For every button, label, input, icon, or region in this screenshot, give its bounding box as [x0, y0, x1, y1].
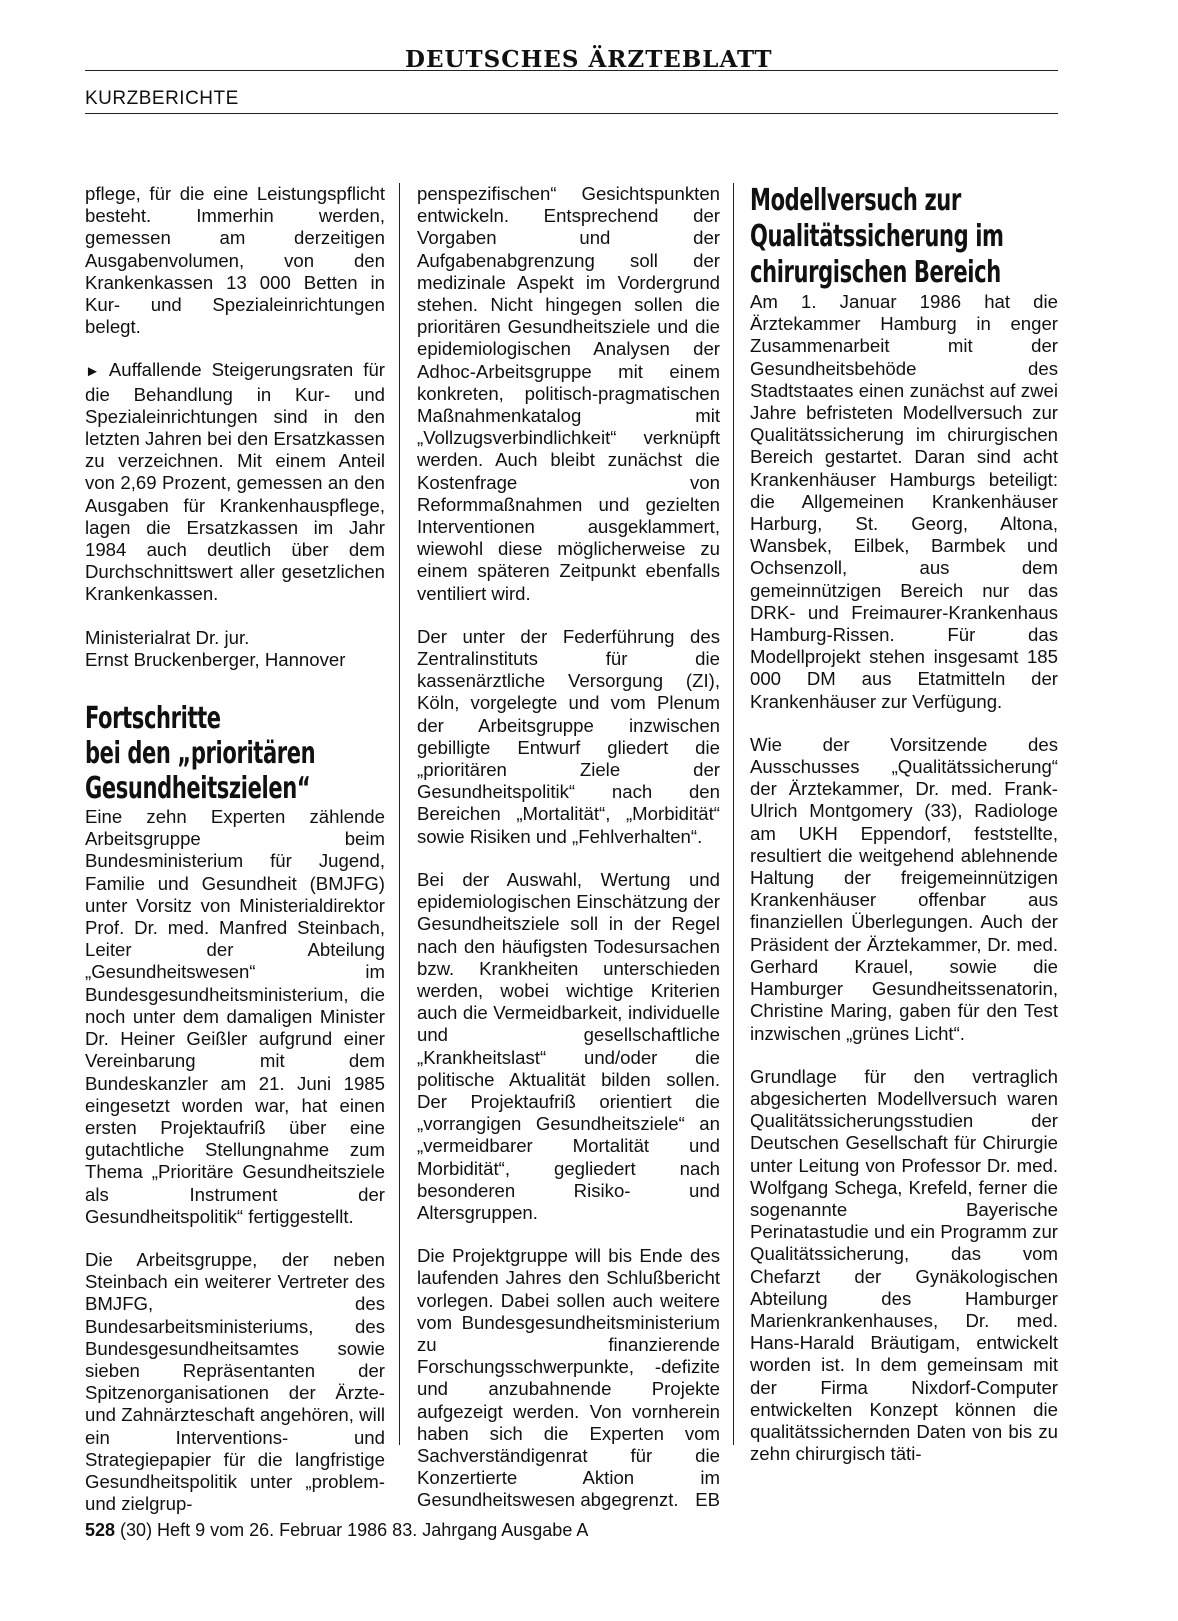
signature: [85, 627, 385, 671]
masthead: DEUTSCHES ÄRZTEBLATT: [405, 46, 773, 73]
paragraph: [417, 1245, 720, 1511]
paragraph: Bei der Auswahl, Wertung und epidemiologischen Einschätzung der Gesundheitsziele soll in der Regel nach den häufigsten Todesursachen bzw. Krankheiten unterschieden werden, wobei wichtige Kriterien auch die Vermeidbarkeit, individuelle und gesellschaftliche „Krankheitslast“ und/oder die politische Aktualität bilden sollen. Der Projektaufriß orientiert die „vorrangigen Gesundheitsziele“ an „vermeidbarer Mortalität und Morbidität“, gegliedert nach besonderen Risiko- und Altersgruppen.: [417, 868, 720, 1223]
masthead-rule: [85, 70, 1058, 71]
article-headline: Fortschritte bei den „prioritären Gesundheitszielen“: [85, 701, 316, 807]
column-3: [750, 183, 1058, 1486]
section-label: KURZBERICHTE: [85, 88, 239, 109]
paragraph: Eine zehn Experten zählende Arbeitsgruppe beim Bundesministerium für Jugend, Familie und Gesundheit (BMJFG) unter Vorsitz von Ministerialdirektor Prof. Dr. med. Manfred Steinbach, Leiter der Abteilung „Gesundheitswesen“ im Bundesgesundheitsministerium, die noch unter dem damaligen Minister Dr. Heiner Geißler aufgrund einer Vereinbarung mit dem Bundeskanzler am 21. Juni 1985 eingesetzt worden war, hat einen ersten Projektaufriß über eine gutachtliche Stellungnahme zum Thema „Prioritäre Gesundheitsziele als Instrument der Gesundheitspolitik“ fertiggestellt.: [85, 806, 385, 1227]
paragraph: pflege, für die eine Leistungspflicht besteht. Immerhin werden, gemessen am derzeitigen Ausgabenvolumen, von den Krankenkassen 13 000 Betten in Kur- und Spezialeinrichtungen belegt.: [85, 183, 385, 338]
page-number: 528: [85, 1520, 116, 1540]
column-2: [417, 183, 720, 1533]
paragraph: [85, 359, 385, 605]
column-1: [85, 183, 385, 1536]
signature-title: Ministerialrat Dr. jur.: [85, 626, 250, 648]
bullet-arrow-icon: ►: [85, 363, 100, 381]
paragraph: Grundlage für den vertraglich abgesicherten Modellversuch waren Qualitätssicherungsstudien der Deutschen Gesellschaft für Chirurgie unter Leitung von Professor Dr. med. Wolfgang Schega, Krefeld, ferner die sogenannte Bayerische Perinatastudie und ein Programm zur Qualitätssicherung, das vom Chefarzt der Gynäkologischen Abteilung des Hamburger Marienkrankenhauses, Dr. med. Hans-Harald Bräutigam, entwickelt worden ist. In dem gemeinsam mit der Firma Nixdorf-Computer entwickelten Konzept können die qualitätssichernden Daten von bis zu zehn chirurgisch täti-: [750, 1065, 1058, 1465]
issue-info: (30) Heft 9 vom 26. Februar 1986 83. Jahrgang Ausgabe A: [115, 1520, 589, 1540]
paragraph-text: Die Projektgruppe will bis Ende des laufenden Jahres den Schlußbericht vorlegen. Dabei sollen auch weitere vom Bundesgesundheitsministerium zu finanzierende Forschungsschwerpunkte, -defizite und anzubahnende Projekte aufgezeigt werden. Von vornherein haben sich die Experten vom Sachverständigenrat für die Konzertierte Aktion im Gesundheitswesen abgegrenzt.: [417, 1245, 720, 1511]
paragraph: Am 1. Januar 1986 hat die Ärztekammer Hamburg in enger Zusammenarbeit mit der Gesundheitsbehöde des Stadtstaates einen zunächst auf zwei Jahre befristeten Modellversuch zur Qualitätssicherung im chirurgischen Bereich gestartet. Daran sind acht Krankenhäuser Hamburgs beteiligt: die Allgemeinen Krankenhäuser Harburg, St. Georg, Altona, Wansbek, Eilbek, Barmbek und Ochsenzoll, aus dem gemeinnützigen Bereich nur das DRK- und Freimaurer-Krankenhaus Hamburg-Rissen. Für das Modellprojekt stehen insgesamt 185 000 DM aus Etatmitteln der Krankenhäuser zur Verfügung.: [750, 291, 1058, 712]
paragraph: Wie der Vorsitzende des Ausschusses „Qualitätssicherung“ der Ärztekammer, Dr. med. Frank-Ulrich Montgomery (33), Radiologe am UKH Eppendorf, feststellte, resultiert die weitgehend ablehnende Haltung der freigemeinnützigen Krankenhäuser offenbar aus finanziellen Überlegungen. Auch der Präsident der Ärztekammer, Dr. med. Gerhard Krauel, sowie die Hamburger Gesundheitssenatorin, Christine Maring, gaben für den Test inzwischen „grünes Licht“.: [750, 733, 1058, 1044]
paragraph: Der unter der Federführung des Zentralinstituts für die kassenärztliche Versorgung (ZI), Köln, vorgelegte und vom Plenum der Arbeitsgruppe inzwischen gebilligte Entwurf gliedert die „prioritären Ziele der Gesundheitspolitik“ nach den Bereichen „Mortalität“, „Morbidität“ sowie Risiken und „Fehlverhalten“.: [417, 625, 720, 847]
column-divider: [399, 183, 400, 1445]
section-rule: [85, 113, 1058, 114]
signature-name: Ernst Bruckenberger, Hannover: [85, 648, 346, 670]
paragraph-text: Auffallende Steigerungsraten für die Behandlung in Kur- und Spezialeinrichtungen sind in den letzten Jahren bei den Ersatzkassen zu verzeichnen. Mit einem Anteil von 2,69 Prozent, gemessen an den Ausgaben für Krankenhauspflege, lagen die Ersatzkassen im Jahr 1984 auch deutlich über dem Durchschnittswert aller gesetzlichen Krankenkassen.: [85, 359, 385, 605]
page-footer: [85, 1520, 588, 1541]
author-initials: EB: [695, 1489, 720, 1511]
column-divider: [733, 183, 734, 1445]
paragraph: penspezifischen“ Gesichtspunkten entwickeln. Entsprechend der Vorgaben und der Aufgabenabgrenzung soll der medizinale Aspekt im Vordergrund stehen. Nicht hingegen sollen die prioritären Gesundheitsziele und die epidemiologischen Analysen der Adhoc-Arbeitsgruppe mit einem konkreten, politisch-pragmatischen Maßnahmenkatalog mit „Vollzugsverbindlichkeit“ verknüpft werden. Auch bleibt zunächst die Kostenfrage von Reformmaßnahmen und gezielten Interventionen ausgeklammert, wiewohl diese möglicherweise zu einem späteren Zeitpunkt ebenfalls ventiliert wird.: [417, 183, 720, 604]
paragraph: Die Arbeitsgruppe, der neben Steinbach ein weiterer Vertreter des BMJFG, des Bundesarbeitsministeriums, des Bundesgesundheitsamtes sowie sieben Repräsentanten der Spitzenorganisationen der Ärzte- und Zahnärzteschaft angehören, will ein Interventions- und Strategiepapier für die langfristige Gesundheitspolitik unter „problem- und zielgrup-: [85, 1248, 385, 1515]
article-headline: Modellversuch zur Qualitätssicherung im chirurgischen Bereich: [750, 183, 1004, 290]
